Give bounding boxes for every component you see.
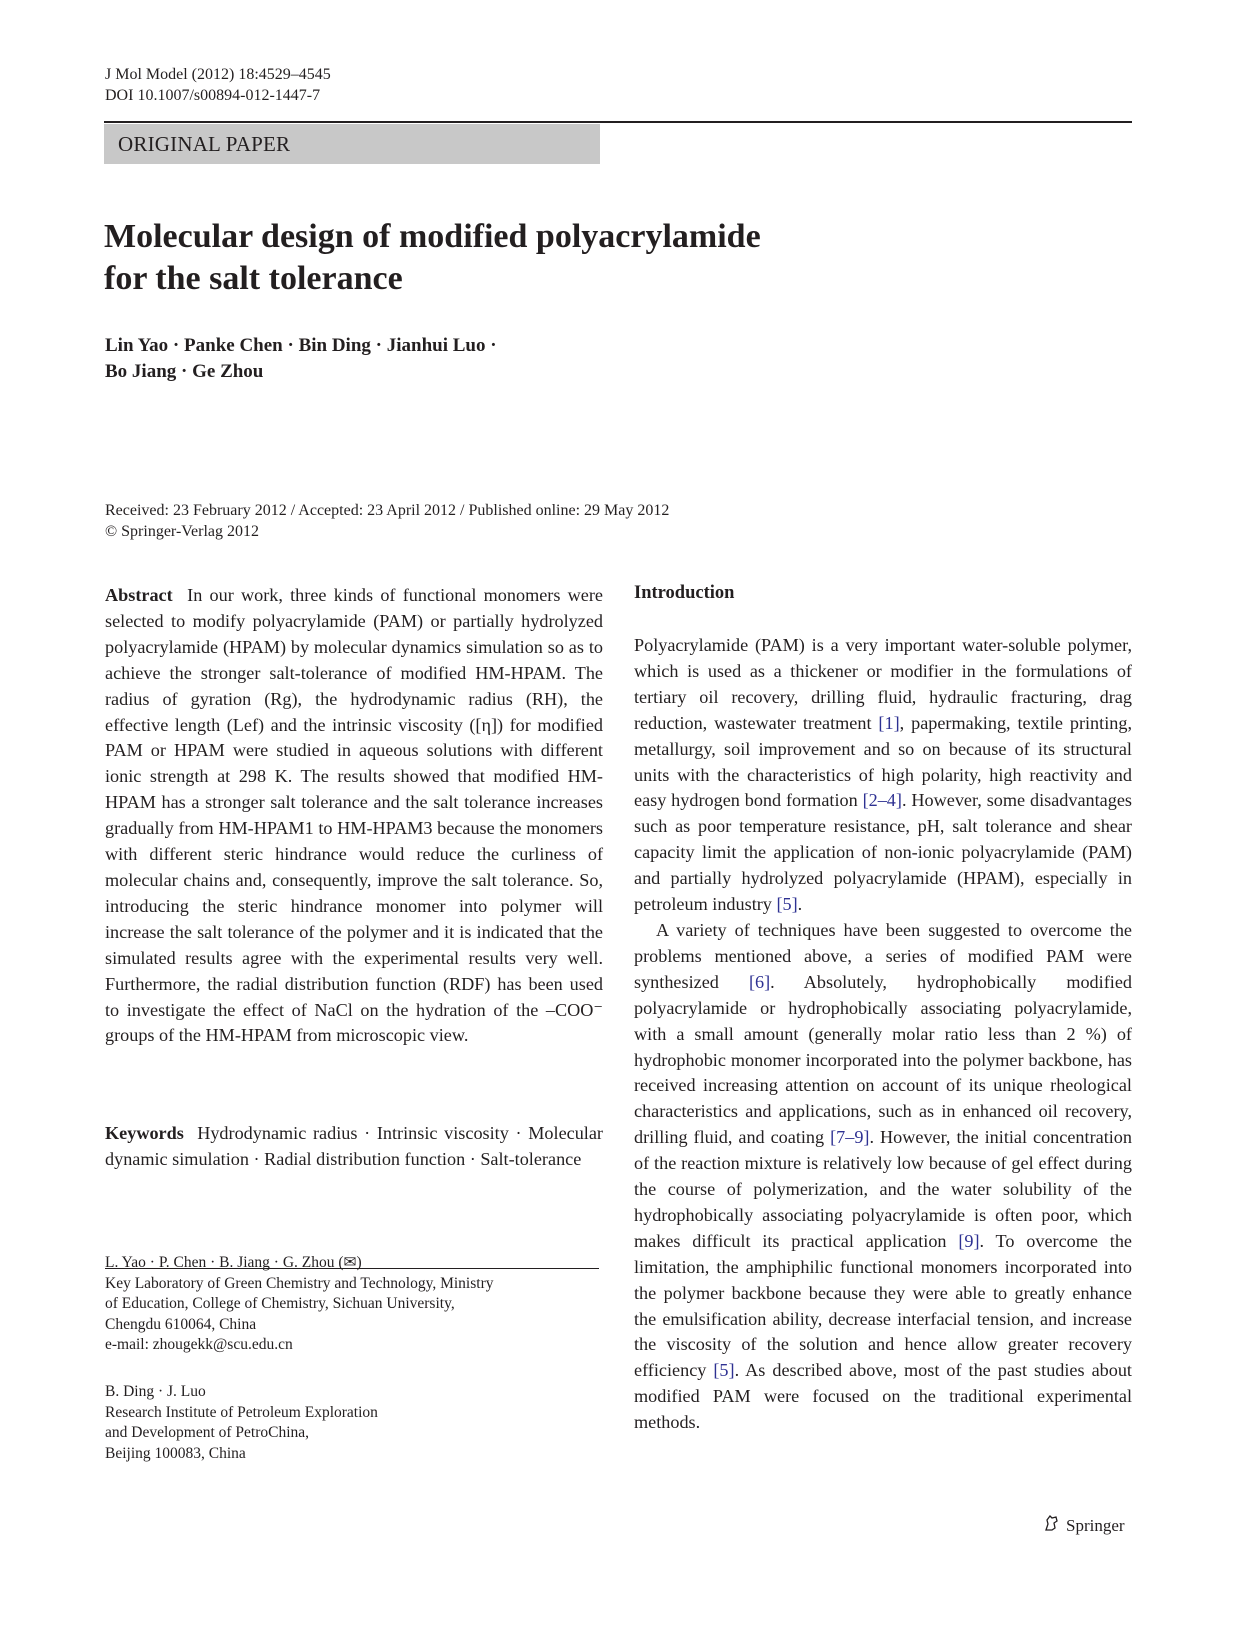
affiliation-2-line: Research Institute of Petroleum Exploration (105, 1403, 378, 1421)
header-rule (104, 121, 1132, 123)
publisher-name: Springer (1066, 1515, 1125, 1535)
publication-dates (105, 500, 669, 542)
dates-line: Received: 23 February 2012 / Accepted: 23 April 2012 / Published online: 29 May 2012 (105, 502, 670, 519)
authors-line-1: Lin Yao · Panke Chen · Bin Ding · Jianhui Luo · (105, 335, 497, 356)
paper-title (104, 216, 864, 300)
abstract-label: Abstract (105, 585, 173, 605)
citation-link[interactable]: [9] (958, 1230, 980, 1251)
citation-link[interactable]: [7–9] (830, 1127, 870, 1148)
affiliation-1-line: Key Laboratory of Green Chemistry and Technology, Ministry (105, 1274, 494, 1292)
title-line-1: Molecular design of modified polyacrylamide (104, 218, 761, 255)
intro-paragraph-2: A variety of techniques have been suggested to overcome the problems mentioned above, a series of modified PAM were synthesized [6]. Absolutely, hydrophobically modified polyacrylamide or hydrophobically associating polyacrylamide, with a small amount (generally molar ratio less than 2 %) of hydrophobic monomer incorporated into the polymer backbone, has received increasing attention on account of its unique rheological characteristics and applications, such as in enhanced oil recovery, drilling fluid, and coating [7–9]. However, the initial concentration of the reaction mixture is relatively low because of gel effect during the course of polymerization, and the water solubility of the hydrophobically associating polyacrylamide is often poor, which makes difficult its practical application [9]. To overcome the limitation, the amphiphilic functional monomers incorporated into the polymer backbone because they were able to greatly enhance the emulsification ability, decrease interfacial tension, and increase the viscosity of the solution and hence allow greater recovery efficiency [5]. As described above, most of the past studies about modified PAM were focused on the traditional experimental methods. (634, 919, 1132, 1433)
affiliation-1-names: L. Yao · P. Chen · B. Jiang · G. Zhou (✉) (105, 1254, 362, 1271)
title-line-2: for the salt tolerance (104, 260, 403, 297)
affiliation-1-line: of Education, College of Chemistry, Sichuan University, (105, 1295, 455, 1312)
publisher-logo (1042, 1513, 1125, 1538)
section-label: ORIGINAL PAPER (118, 132, 291, 156)
copyright-line: © Springer-Verlag 2012 (105, 523, 260, 540)
doi-line: DOI 10.1007/s00894-012-1447-7 (105, 87, 321, 104)
keywords (105, 1121, 603, 1173)
affiliation-2-line: and Development of PetroChina, (105, 1424, 310, 1441)
journal-citation (105, 64, 331, 106)
keywords-text: Hydrodynamic radius · Intrinsic viscosity · Molecular dynamic simulation · Radial distribution function · Salt-tolerance (105, 1123, 603, 1169)
springer-horse-icon (1042, 1513, 1062, 1538)
citation-link[interactable]: [2–4] (862, 790, 902, 811)
introduction-body (634, 633, 1132, 1436)
journal-line: J Mol Model (2012) 18:4529–4545 (105, 66, 331, 83)
abstract (105, 583, 603, 1049)
affiliation-2-names: B. Ding · J. Luo (105, 1383, 206, 1400)
affiliation-2 (105, 1382, 599, 1464)
authors-line-2: Bo Jiang · Ge Zhou (105, 361, 264, 382)
affiliation-1 (105, 1253, 599, 1356)
affiliation-1-email: e-mail: zhougekk@scu.edu.cn (105, 1336, 293, 1353)
citation-link[interactable]: [5] (713, 1360, 735, 1381)
citation-link[interactable]: [5] (776, 894, 798, 915)
author-list (105, 333, 665, 385)
introduction-heading: Introduction (634, 583, 735, 603)
intro-paragraph-1: Polyacrylamide (PAM) is a very important water-soluble polymer, which is used as a thickener or modifier in the formulations of tertiary oil recovery, drilling fluid, hydraulic fracturing, drag reduction, wastewater treatment [1], papermaking, textile printing, metallurgy, soil improvement and so on because of its structural units with the characteristics of high polarity, high reactivity and easy hydrogen bond formation [2–4]. However, some disadvantages such as poor temperature resistance, pH, salt tolerance and shear capacity limit the application of non-ionic polyacrylamide (PAM) and partially hydrolyzed polyacrylamide (HPAM), especially in petroleum industry [5]. (634, 635, 1132, 915)
abstract-text: In our work, three kinds of functional monomers were selected to modify polyacrylamide (PAM) or partially hydrolyzed polyacrylamide (HPAM) by molecular dynamics simulation so as to achieve the stronger salt-tolerance of modified HM-HPAM. The radius of gyration (Rg), the hydrodynamic radius (RH), the effective length (Lef) and the intrinsic viscosity ([η]) for modified PAM or HPAM were studied in aqueous solutions with different ionic strength at 298 K. The results showed that modified HM-HPAM has a stronger salt tolerance and the salt tolerance increases gradually from HM-HPAM1 to HM-HPAM3 because the monomers with different steric hindrance would reduce the curliness of molecular chains and, consequently, improve the salt tolerance. So, introducing the steric hindrance monomer into polymer will increase the salt tolerance of the polymer and it is indicated that the simulated results agree with the experimental results very well. Furthermore, the radial distribution function (RDF) has been used to investigate the effect of NaCl on the hydration of the –COO⁻ groups of the HM-HPAM from microscopic view. (105, 585, 603, 1046)
citation-link[interactable]: [6] (748, 971, 771, 992)
section-band (104, 124, 600, 164)
affiliation-1-line: Chengdu 610064, China (105, 1315, 257, 1333)
affiliation-2-line: Beijing 100083, China (105, 1444, 246, 1462)
citation-link[interactable]: [1] (878, 712, 900, 733)
keywords-label: Keywords (105, 1123, 184, 1143)
